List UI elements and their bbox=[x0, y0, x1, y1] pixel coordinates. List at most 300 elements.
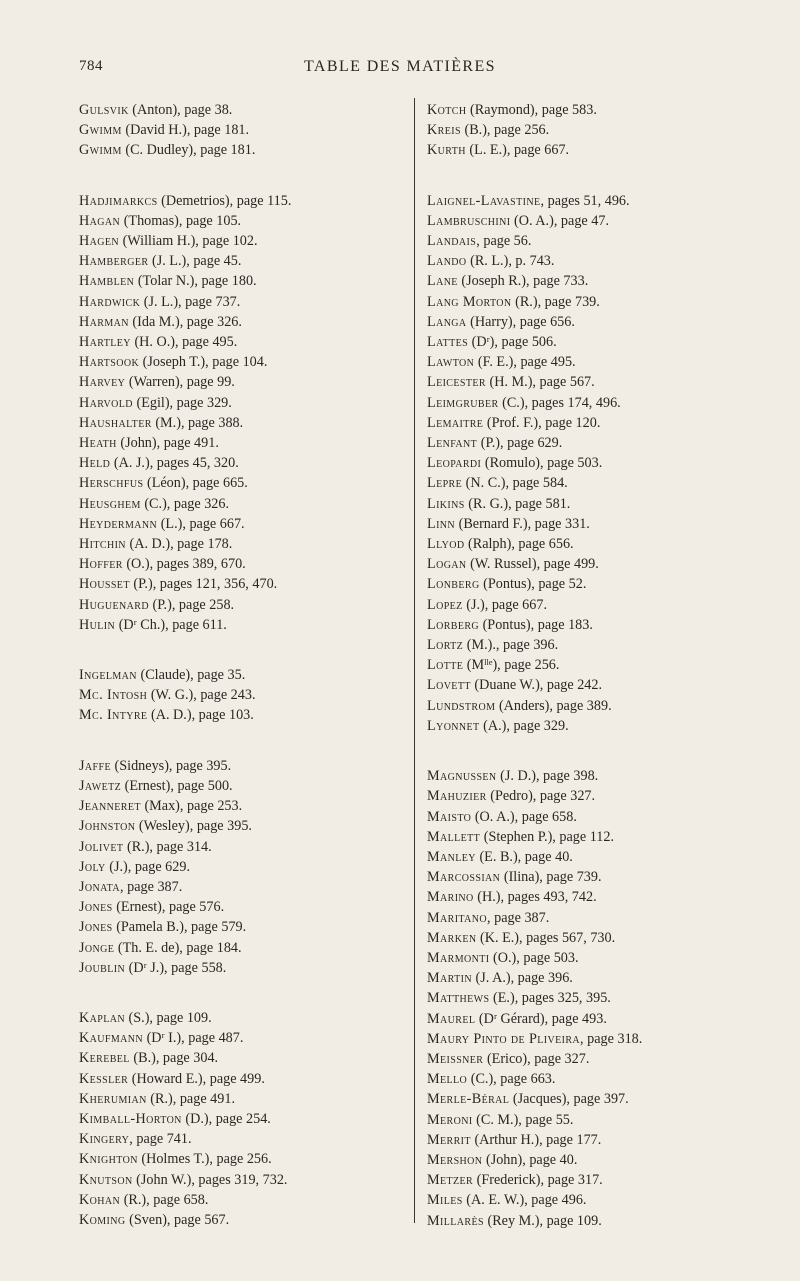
index-entry bbox=[79, 1028, 399, 1048]
entry-name: Kurth bbox=[427, 142, 466, 159]
entry-name: Gwimm bbox=[79, 122, 122, 139]
entry-name: Maury Pinto de Pliveira bbox=[427, 1030, 581, 1047]
entry-reference: (C.), page 663. bbox=[467, 1071, 556, 1088]
index-entry bbox=[79, 1210, 399, 1230]
index-entry bbox=[427, 554, 797, 574]
entry-name: Huguenard bbox=[79, 596, 149, 613]
index-entry bbox=[79, 958, 399, 978]
entry-name: Lawton bbox=[427, 354, 475, 371]
entry-name: Landais bbox=[427, 233, 477, 250]
index-section bbox=[427, 191, 797, 736]
entry-reference: (R.), page 491. bbox=[146, 1090, 235, 1107]
entry-name: Lotte bbox=[427, 657, 464, 674]
entry-name: Metzer bbox=[427, 1172, 474, 1189]
index-entry bbox=[79, 665, 399, 685]
entry-reference: (W. Russel), page 499. bbox=[466, 556, 599, 573]
index-entry bbox=[427, 908, 797, 928]
entry-reference: (Léon), page 665. bbox=[143, 475, 248, 492]
entry-name: Matthews bbox=[427, 990, 490, 1007]
index-entry bbox=[79, 917, 399, 937]
entry-reference: (E.), pages 325, 395. bbox=[489, 990, 611, 1007]
index-entry bbox=[79, 1109, 399, 1129]
index-entry bbox=[427, 271, 797, 291]
entry-name: Kotch bbox=[427, 102, 467, 118]
entry-reference: (H.), pages 493, 742. bbox=[473, 889, 597, 906]
entry-reference: , pages 51, 496. bbox=[540, 192, 630, 209]
entry-reference: (J. D.), page 398. bbox=[496, 768, 599, 785]
index-entry bbox=[79, 413, 399, 433]
entry-name: Jonge bbox=[79, 939, 115, 956]
index-entry bbox=[79, 211, 399, 231]
entry-reference: (Sven), page 567. bbox=[125, 1211, 230, 1228]
entry-reference: (J.), page 629. bbox=[105, 858, 191, 875]
index-entry bbox=[79, 705, 399, 725]
index-section bbox=[79, 100, 399, 161]
entry-reference: (Duane W.), page 242. bbox=[470, 677, 603, 694]
page-number: 784 bbox=[79, 58, 103, 74]
index-entry bbox=[427, 393, 797, 413]
entry-reference: (Holmes T.), page 256. bbox=[137, 1151, 272, 1168]
index-entry bbox=[79, 816, 399, 836]
index-entry bbox=[427, 1211, 797, 1231]
entry-reference: (N. C.), page 584. bbox=[462, 475, 568, 492]
entry-reference: (J. L.), page 45. bbox=[148, 253, 242, 270]
index-entry bbox=[79, 1149, 399, 1169]
entry-reference: (L. E.), page 667. bbox=[465, 142, 570, 159]
entry-reference: (Demetrios), page 115. bbox=[157, 192, 292, 209]
entry-reference: (Mˡˡᵉ), page 256. bbox=[463, 657, 560, 674]
entry-reference: (Thomas), page 105. bbox=[120, 212, 242, 229]
entry-name: Meissner bbox=[427, 1050, 484, 1067]
index-entry bbox=[427, 574, 797, 594]
entry-name: Mershon bbox=[427, 1151, 483, 1168]
entry-name: Jawetz bbox=[79, 777, 122, 794]
entry-name: Herschfus bbox=[79, 475, 144, 492]
entry-reference: (W. G.), page 243. bbox=[147, 687, 256, 704]
entry-name: Hartley bbox=[79, 334, 131, 351]
entry-name: Hamblen bbox=[79, 273, 135, 290]
entry-name: Jonata bbox=[79, 878, 121, 895]
entry-name: Harman bbox=[79, 313, 129, 330]
index-entry bbox=[427, 413, 797, 433]
entry-name: Llyod bbox=[427, 536, 465, 553]
index-entry bbox=[427, 211, 797, 231]
entry-name: Lundstrom bbox=[427, 697, 496, 714]
index-entry bbox=[427, 292, 797, 312]
index-entry bbox=[427, 928, 797, 948]
index-entry bbox=[427, 100, 797, 120]
entry-name: Joly bbox=[79, 858, 106, 875]
entry-reference: (A. E. W.), page 496. bbox=[462, 1192, 587, 1209]
index-entry bbox=[79, 433, 399, 453]
entry-name: Hamberger bbox=[79, 253, 149, 270]
entry-reference: (Pamela B.), page 579. bbox=[112, 919, 247, 936]
index-entry bbox=[427, 332, 797, 352]
entry-reference: (P.), pages 121, 356, 470. bbox=[129, 576, 278, 593]
index-entry bbox=[427, 696, 797, 716]
entry-reference: (Prof. F.), page 120. bbox=[483, 414, 601, 431]
entry-name: Harvey bbox=[79, 374, 126, 391]
entry-reference: (Raymond), page 583. bbox=[466, 102, 597, 118]
entry-reference: (Sidneys), page 395. bbox=[110, 757, 232, 774]
entry-name: Merle-Béral bbox=[427, 1091, 510, 1108]
entry-reference: (B.), page 256. bbox=[460, 122, 550, 139]
index-section bbox=[427, 766, 797, 1231]
index-entry bbox=[79, 776, 399, 796]
entry-reference: (Max), page 253. bbox=[140, 798, 243, 815]
section-gap bbox=[79, 726, 399, 756]
entry-reference: (Dʳ Gérard), page 493. bbox=[475, 1010, 607, 1027]
entry-reference: (Dʳ), page 506. bbox=[468, 334, 557, 351]
index-entry bbox=[79, 1048, 399, 1068]
entry-name: Lando bbox=[427, 253, 467, 270]
entry-name: Hagan bbox=[79, 212, 121, 229]
entry-reference: (Claude), page 35. bbox=[136, 667, 246, 684]
index-entry bbox=[427, 887, 797, 907]
index-entry bbox=[427, 312, 797, 332]
index-entry bbox=[427, 453, 797, 473]
entry-reference: (J. A.), page 396. bbox=[471, 970, 573, 987]
entry-name: Maurel bbox=[427, 1010, 476, 1027]
entry-reference: (Rey M.), page 109. bbox=[483, 1212, 602, 1229]
index-entry bbox=[427, 1150, 797, 1170]
entry-name: Kreis bbox=[427, 122, 461, 139]
index-section bbox=[79, 191, 399, 635]
index-entry bbox=[427, 988, 797, 1008]
entry-name: Harvold bbox=[79, 394, 133, 411]
index-entry bbox=[79, 453, 399, 473]
entry-reference: (R.), page 314. bbox=[123, 838, 212, 855]
entry-reference: (Pontus), page 52. bbox=[479, 576, 587, 593]
entry-name: Gulsvik bbox=[79, 102, 129, 118]
entry-name: Manley bbox=[427, 848, 476, 865]
entry-name: Mahuzier bbox=[427, 788, 487, 805]
index-entry bbox=[427, 231, 797, 251]
entry-name: Meroni bbox=[427, 1111, 473, 1128]
index-entry bbox=[79, 473, 399, 493]
entry-reference: (Arthur H.), page 177. bbox=[470, 1131, 602, 1148]
entry-name: Jeanneret bbox=[79, 798, 141, 815]
entry-name: Jones bbox=[79, 899, 113, 916]
entry-reference: (J. L.), page 737. bbox=[140, 293, 241, 310]
entry-reference: , page 741. bbox=[129, 1131, 192, 1148]
entry-name: Held bbox=[79, 455, 111, 472]
index-entry bbox=[79, 120, 399, 140]
entry-reference: (John), page 40. bbox=[482, 1151, 578, 1168]
index-entry bbox=[79, 534, 399, 554]
entry-name: Lyonnet bbox=[427, 717, 480, 734]
index-entry bbox=[427, 251, 797, 271]
entry-reference: (John W.), pages 319, 732. bbox=[132, 1171, 288, 1188]
entry-name: Mallett bbox=[427, 828, 481, 845]
entry-reference: (A.), page 329. bbox=[479, 717, 569, 734]
entry-name: Miles bbox=[427, 1192, 463, 1209]
index-entry bbox=[427, 1110, 797, 1130]
entry-reference: (D.), page 254. bbox=[181, 1110, 271, 1127]
right-column bbox=[427, 100, 797, 1231]
entry-name: Kerebel bbox=[79, 1050, 130, 1067]
entry-name: Lovett bbox=[427, 677, 471, 694]
index-entry bbox=[79, 877, 399, 897]
entry-name: Heydermann bbox=[79, 515, 158, 532]
entry-reference: (Th. E. de), page 184. bbox=[114, 939, 242, 956]
index-entry bbox=[79, 494, 399, 514]
index-entry bbox=[427, 120, 797, 140]
entry-reference: (Ernest), page 500. bbox=[121, 777, 233, 794]
entry-reference: , page 387. bbox=[120, 878, 183, 895]
entry-reference: (R. G.), page 581. bbox=[464, 495, 571, 512]
entry-reference: (David H.), page 181. bbox=[121, 122, 250, 139]
entry-name: Hardwick bbox=[79, 293, 141, 310]
entry-reference: (R.), page 739. bbox=[511, 293, 600, 310]
entry-reference: (S.), page 109. bbox=[124, 1009, 212, 1026]
entry-reference: (O.), page 503. bbox=[489, 949, 579, 966]
entry-reference: (P.), page 629. bbox=[477, 435, 563, 452]
entry-name: Kaufmann bbox=[79, 1030, 144, 1047]
left-column bbox=[79, 100, 399, 1230]
entry-reference: (Ralph), page 656. bbox=[464, 536, 574, 553]
entry-name: Ingelman bbox=[79, 667, 137, 684]
entry-name: Hitchin bbox=[79, 536, 126, 553]
index-entry bbox=[79, 251, 399, 271]
index-entry bbox=[427, 1190, 797, 1210]
entry-name: Lonberg bbox=[427, 576, 480, 593]
entry-reference: (A. D.), page 103. bbox=[147, 707, 254, 724]
index-entry bbox=[427, 473, 797, 493]
entry-name: Gwimm bbox=[79, 142, 122, 159]
entry-reference: (Romulo), page 503. bbox=[481, 455, 603, 472]
column-divider bbox=[414, 98, 415, 1223]
entry-reference: (Pedro), page 327. bbox=[486, 788, 596, 805]
index-entry bbox=[79, 938, 399, 958]
index-entry bbox=[427, 1049, 797, 1069]
index-entry bbox=[79, 554, 399, 574]
index-section bbox=[79, 1008, 399, 1230]
index-entry bbox=[427, 1130, 797, 1150]
index-section bbox=[79, 665, 399, 726]
entry-reference: (A. J.), pages 45, 320. bbox=[110, 455, 239, 472]
entry-reference: (Joseph T.), page 104. bbox=[139, 354, 268, 371]
entry-reference: (M.)., page 396. bbox=[463, 637, 559, 654]
entry-reference: (C.), page 326. bbox=[140, 495, 230, 512]
index-entry bbox=[427, 1009, 797, 1029]
entry-name: Hagen bbox=[79, 233, 120, 250]
entry-name: Lortz bbox=[427, 637, 464, 654]
entry-name: Koming bbox=[79, 1211, 126, 1228]
entry-name: Kohan bbox=[79, 1191, 121, 1208]
index-entry bbox=[427, 716, 797, 736]
index-entry bbox=[427, 1069, 797, 1089]
entry-reference: (Anders), page 389. bbox=[495, 697, 612, 714]
entry-name: Langa bbox=[427, 313, 467, 330]
entry-reference: (Warren), page 99. bbox=[125, 374, 235, 391]
index-entry bbox=[79, 352, 399, 372]
entry-reference: (Egil), page 329. bbox=[132, 394, 232, 411]
index-entry bbox=[427, 786, 797, 806]
index-entry bbox=[79, 271, 399, 291]
index-entry bbox=[427, 968, 797, 988]
entry-name: Haushalter bbox=[79, 414, 152, 431]
entry-reference: (Harry), page 656. bbox=[466, 313, 575, 330]
entry-name: Leicester bbox=[427, 374, 486, 391]
index-entry bbox=[79, 231, 399, 251]
index-entry bbox=[427, 595, 797, 615]
entry-name: Lemaitre bbox=[427, 414, 484, 431]
entry-reference: (B.), page 304. bbox=[129, 1050, 219, 1067]
entry-reference: (M.), page 388. bbox=[151, 414, 244, 431]
index-entry bbox=[79, 857, 399, 877]
index-entry bbox=[79, 1129, 399, 1149]
entry-name: Likins bbox=[427, 495, 465, 512]
index-entry bbox=[79, 1170, 399, 1190]
entry-reference: (Howard E.), page 499. bbox=[128, 1070, 265, 1087]
entry-name: Kessler bbox=[79, 1070, 129, 1087]
index-entry bbox=[427, 615, 797, 635]
entry-name: Lang Morton bbox=[427, 293, 512, 310]
section-gap bbox=[79, 161, 399, 191]
entry-name: Magnussen bbox=[427, 768, 497, 785]
index-entry bbox=[79, 1069, 399, 1089]
index-entry bbox=[427, 534, 797, 554]
entry-reference: (H. M.), page 567. bbox=[485, 374, 595, 391]
entry-name: Johnston bbox=[79, 818, 136, 835]
section-gap bbox=[427, 736, 797, 766]
entry-name: Jaffe bbox=[79, 757, 111, 774]
index-entry bbox=[79, 191, 399, 211]
entry-name: Hadjimarkcs bbox=[79, 192, 158, 209]
entry-name: Hoffer bbox=[79, 556, 123, 573]
entry-name: Marmonti bbox=[427, 949, 490, 966]
entry-reference: (Frederick), page 317. bbox=[473, 1172, 603, 1189]
entry-reference: (Tolar N.), page 180. bbox=[134, 273, 257, 290]
entry-name: Lorberg bbox=[427, 616, 480, 633]
index-entry bbox=[79, 514, 399, 534]
index-entry bbox=[79, 1190, 399, 1210]
index-entry bbox=[79, 332, 399, 352]
entry-reference: (H. O.), page 495. bbox=[130, 334, 238, 351]
entry-name: Mc. Intyre bbox=[79, 707, 148, 724]
index-entry bbox=[427, 1029, 797, 1049]
entry-name: Lenfant bbox=[427, 435, 478, 452]
entry-reference: (Ilina), page 739. bbox=[500, 869, 602, 886]
index-entry bbox=[79, 756, 399, 776]
entry-reference: (Anton), page 38. bbox=[128, 102, 233, 118]
entry-name: Marcossian bbox=[427, 869, 501, 886]
section-gap bbox=[79, 978, 399, 1008]
entry-reference: (Wesley), page 395. bbox=[135, 818, 252, 835]
entry-reference: , page 56. bbox=[476, 233, 532, 250]
entry-reference: (Jacques), page 397. bbox=[509, 1091, 629, 1108]
entry-reference: (Pontus), page 183. bbox=[479, 616, 593, 633]
section-gap bbox=[427, 161, 797, 191]
entry-reference: (A. D.), page 178. bbox=[125, 536, 233, 553]
entry-reference: (O. A.), page 658. bbox=[471, 808, 577, 825]
index-section bbox=[79, 756, 399, 978]
index-entry bbox=[427, 655, 797, 675]
entry-name: Millarès bbox=[427, 1212, 484, 1229]
entry-name: Heath bbox=[79, 435, 117, 452]
index-section bbox=[427, 100, 797, 161]
entry-name: Maisto bbox=[427, 808, 472, 825]
entry-name: Lepre bbox=[427, 475, 463, 492]
entry-reference: (K. E.), pages 567, 730. bbox=[476, 929, 616, 946]
index-entry bbox=[427, 433, 797, 453]
index-entry bbox=[427, 807, 797, 827]
index-entry bbox=[79, 1008, 399, 1028]
index-entry bbox=[427, 1089, 797, 1109]
entry-reference: , page 387. bbox=[487, 909, 550, 926]
entry-name: Kaplan bbox=[79, 1009, 125, 1026]
entry-name: Kherumian bbox=[79, 1090, 147, 1107]
index-entry bbox=[427, 827, 797, 847]
index-entry bbox=[427, 635, 797, 655]
entry-reference: (E. B.), page 40. bbox=[475, 848, 573, 865]
index-entry bbox=[427, 948, 797, 968]
index-entry bbox=[79, 595, 399, 615]
entry-reference: (Ida M.), page 326. bbox=[128, 313, 242, 330]
index-entry bbox=[427, 494, 797, 514]
index-entry bbox=[79, 393, 399, 413]
entry-name: Lambruschini bbox=[427, 212, 511, 229]
entry-name: Marken bbox=[427, 929, 477, 946]
entry-name: Hartsook bbox=[79, 354, 140, 371]
entry-reference: (O. A.), page 47. bbox=[510, 212, 609, 229]
index-entry bbox=[79, 372, 399, 392]
entry-reference: (Dʳ Ch.), page 611. bbox=[115, 616, 227, 633]
entry-name: Martin bbox=[427, 970, 472, 987]
index-entry bbox=[79, 615, 399, 635]
index-entry bbox=[79, 1089, 399, 1109]
entry-reference: (O.), pages 389, 670. bbox=[122, 556, 246, 573]
entry-reference: (P.), page 258. bbox=[148, 596, 235, 613]
entry-reference: (William H.), page 102. bbox=[119, 233, 258, 250]
entry-name: Jones bbox=[79, 919, 113, 936]
index-entry bbox=[427, 1170, 797, 1190]
entry-name: Mello bbox=[427, 1071, 468, 1088]
entry-reference: (Dʳ J.), page 558. bbox=[125, 959, 227, 976]
entry-reference: (C. Dudley), page 181. bbox=[121, 142, 256, 159]
entry-reference: (Stephen P.), page 112. bbox=[480, 828, 615, 845]
entry-name: Hulin bbox=[79, 616, 116, 633]
section-gap bbox=[79, 635, 399, 665]
index-entry bbox=[79, 685, 399, 705]
entry-name: Linn bbox=[427, 515, 456, 532]
index-entry bbox=[427, 867, 797, 887]
entry-reference: (L.), page 667. bbox=[157, 515, 245, 532]
entry-reference: (C. M.), page 55. bbox=[472, 1111, 574, 1128]
index-entry bbox=[427, 847, 797, 867]
entry-name: Marino bbox=[427, 889, 474, 906]
index-entry bbox=[79, 574, 399, 594]
index-entry bbox=[427, 140, 797, 160]
entry-reference: , page 318. bbox=[580, 1030, 643, 1047]
index-entry bbox=[79, 796, 399, 816]
entry-name: Mc. Intosh bbox=[79, 687, 148, 704]
entry-reference: (C.), pages 174, 496. bbox=[498, 394, 621, 411]
entry-name: Leopardi bbox=[427, 455, 482, 472]
index-entry bbox=[79, 897, 399, 917]
entry-reference: (John), page 491. bbox=[116, 435, 219, 452]
index-entry bbox=[79, 100, 399, 120]
entry-reference: (Erico), page 327. bbox=[483, 1050, 590, 1067]
entry-reference: (R.), page 658. bbox=[120, 1191, 209, 1208]
index-entry bbox=[427, 191, 797, 211]
index-entry bbox=[427, 514, 797, 534]
entry-reference: (Joseph R.), page 733. bbox=[457, 273, 589, 290]
entry-name: Lane bbox=[427, 273, 458, 290]
entry-name: Maritano bbox=[427, 909, 488, 926]
entry-name: Joublin bbox=[79, 959, 126, 976]
